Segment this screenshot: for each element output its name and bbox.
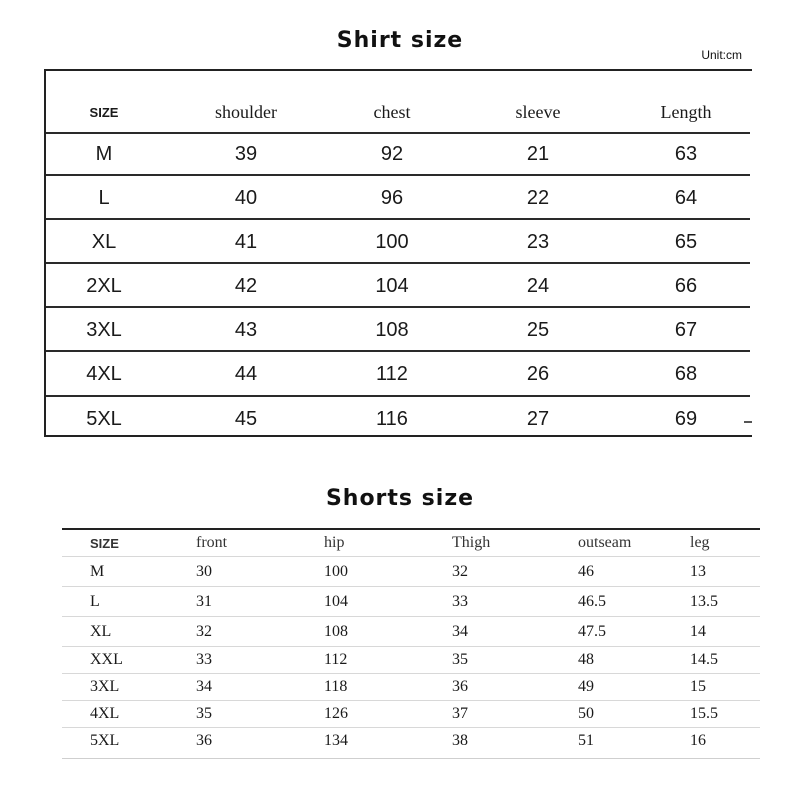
shirt-cell-shoulder: 41 xyxy=(234,230,258,253)
table-row xyxy=(62,674,760,700)
shorts-size-table xyxy=(62,528,760,759)
shirt-cell-chest: 96 xyxy=(380,186,404,209)
shirt-header-shoulder: shoulder xyxy=(215,101,277,122)
shorts-cell-leg: 15.5 xyxy=(690,705,718,722)
shorts-cell-hip: 118 xyxy=(324,678,348,695)
shorts-header-front: front xyxy=(196,534,228,551)
table-row xyxy=(46,135,750,173)
shirt-cell-shoulder: 44 xyxy=(234,362,258,385)
shorts-cell-front: 32 xyxy=(196,622,212,640)
shirt-cell-length: 69 xyxy=(674,407,698,430)
shirt-row-divider xyxy=(46,174,750,176)
shirt-row-divider xyxy=(46,132,750,134)
shorts-cell-size: 5XL xyxy=(90,732,120,749)
table-row xyxy=(62,617,760,646)
shirt-cell-sleeve: 25 xyxy=(526,318,550,341)
table-row xyxy=(62,557,760,586)
shorts-cell-front: 34 xyxy=(196,678,212,695)
shirt-cell-sleeve: 26 xyxy=(526,362,550,385)
shorts-header-outseam: outseam xyxy=(578,534,632,551)
shorts-cell-outseam: 46 xyxy=(578,562,594,580)
shirt-cell-shoulder: 42 xyxy=(234,274,258,297)
shirt-cell-length: 66 xyxy=(674,274,698,297)
shirt-cell-length: 67 xyxy=(674,318,698,341)
shorts-cell-front: 31 xyxy=(196,592,212,610)
shirt-cell-sleeve: 24 xyxy=(526,274,550,297)
shirt-header-row xyxy=(46,95,750,129)
shorts-cell-leg: 13.5 xyxy=(690,592,718,610)
shorts-cell-outseam: 46.5 xyxy=(578,592,606,610)
shorts-header-leg: leg xyxy=(690,534,710,551)
shorts-cell-size: XXL xyxy=(90,651,123,668)
shirt-cell-length: 63 xyxy=(674,142,698,165)
shorts-cell-size: M xyxy=(90,562,105,580)
shirt-cell-chest: 100 xyxy=(375,230,409,253)
table-row xyxy=(62,728,760,754)
shorts-header-hip: hip xyxy=(324,534,345,551)
shirt-cell-length: 64 xyxy=(674,186,698,209)
shirt-size-title: Shirt size xyxy=(336,28,464,53)
table-row xyxy=(46,400,750,438)
shorts-cell-front: 30 xyxy=(196,562,212,580)
shorts-cell-outseam: 47.5 xyxy=(578,622,606,640)
shorts-cell-thigh: 34 xyxy=(452,622,468,640)
shirt-cell-length: 68 xyxy=(674,362,698,385)
shirt-cell-shoulder: 43 xyxy=(234,318,258,341)
shorts-cell-outseam: 48 xyxy=(578,651,594,668)
shirt-cell-size: L xyxy=(98,186,110,209)
shirt-header-sleeve: sleeve xyxy=(515,101,561,122)
shirt-row-divider xyxy=(46,395,750,397)
shirt-cell-size: 2XL xyxy=(86,274,122,297)
shorts-cell-outseam: 50 xyxy=(578,705,594,722)
shorts-cell-leg: 15 xyxy=(690,678,706,695)
shirt-cell-sleeve: 21 xyxy=(526,142,550,165)
shirt-cell-chest: 116 xyxy=(376,407,408,430)
shirt-size-table xyxy=(44,69,752,437)
shirt-cell-size: 5XL xyxy=(86,407,122,430)
table-row xyxy=(46,223,750,261)
shorts-cell-size: 3XL xyxy=(90,678,120,695)
shirt-cell-size: XL xyxy=(91,230,117,253)
unit-label: Unit:cm xyxy=(701,48,742,62)
shorts-cell-thigh: 36 xyxy=(452,678,468,695)
shorts-cell-hip: 100 xyxy=(324,562,348,580)
shorts-header-size: SIZE xyxy=(90,535,119,551)
shirt-row-divider xyxy=(46,218,750,220)
shirt-header-chest: chest xyxy=(373,101,411,122)
shorts-cell-outseam: 51 xyxy=(578,732,594,749)
shirt-cell-chest: 112 xyxy=(376,362,408,385)
shirt-cell-size: 3XL xyxy=(86,318,122,341)
shorts-cell-front: 33 xyxy=(196,651,212,668)
shirt-cell-shoulder: 39 xyxy=(234,142,258,165)
table-row xyxy=(46,355,750,393)
shirt-row-divider xyxy=(46,350,750,352)
shorts-cell-size: XL xyxy=(90,622,112,640)
shorts-cell-leg: 13 xyxy=(690,562,706,580)
shorts-header-row xyxy=(62,530,760,556)
shirt-cell-chest: 108 xyxy=(375,318,409,341)
shorts-cell-front: 35 xyxy=(196,705,212,722)
shorts-bottom-rule xyxy=(62,758,760,759)
shorts-cell-hip: 134 xyxy=(324,732,348,749)
shorts-cell-thigh: 38 xyxy=(452,732,468,749)
shorts-body xyxy=(62,557,760,754)
shorts-size-title: Shorts size xyxy=(325,486,475,511)
table-row xyxy=(62,587,760,616)
shirt-row-divider xyxy=(46,306,750,308)
shorts-cell-hip: 108 xyxy=(324,622,348,640)
shorts-cell-size: L xyxy=(90,592,100,610)
shorts-cell-leg: 14.5 xyxy=(690,651,718,668)
table-row xyxy=(46,267,750,305)
table-row xyxy=(62,647,760,673)
table-row xyxy=(46,311,750,349)
table-row xyxy=(62,701,760,727)
shirt-cell-shoulder: 40 xyxy=(234,186,258,209)
table-row xyxy=(46,179,750,217)
shorts-cell-thigh: 32 xyxy=(452,562,468,580)
shorts-cell-thigh: 37 xyxy=(452,705,468,722)
shorts-cell-size: 4XL xyxy=(90,705,120,722)
shorts-cell-hip: 126 xyxy=(324,705,348,722)
shorts-cell-front: 36 xyxy=(196,732,212,749)
shirt-cell-size: M xyxy=(95,142,113,165)
shorts-header-thigh: Thigh xyxy=(452,534,491,551)
shirt-cell-shoulder: 45 xyxy=(234,407,258,430)
shirt-cell-chest: 92 xyxy=(380,142,404,165)
shirt-cell-sleeve: 22 xyxy=(526,186,550,209)
shirt-cell-length: 65 xyxy=(674,230,698,253)
shirt-cell-size: 4XL xyxy=(86,362,122,385)
shorts-cell-thigh: 35 xyxy=(452,651,468,668)
shirt-cell-sleeve: 23 xyxy=(526,230,550,253)
shorts-cell-outseam: 49 xyxy=(578,678,594,695)
shirt-cell-chest: 104 xyxy=(375,274,409,297)
shorts-cell-hip: 112 xyxy=(324,651,348,668)
shirt-cell-sleeve: 27 xyxy=(526,407,550,430)
shorts-cell-leg: 14 xyxy=(690,622,706,640)
shirt-row-divider xyxy=(46,262,750,264)
shorts-cell-hip: 104 xyxy=(324,592,348,610)
shirt-header-size: SIZE xyxy=(89,104,119,120)
shirt-header-length: Length xyxy=(660,101,712,122)
shorts-cell-thigh: 33 xyxy=(452,592,468,610)
shorts-cell-leg: 16 xyxy=(690,732,706,749)
